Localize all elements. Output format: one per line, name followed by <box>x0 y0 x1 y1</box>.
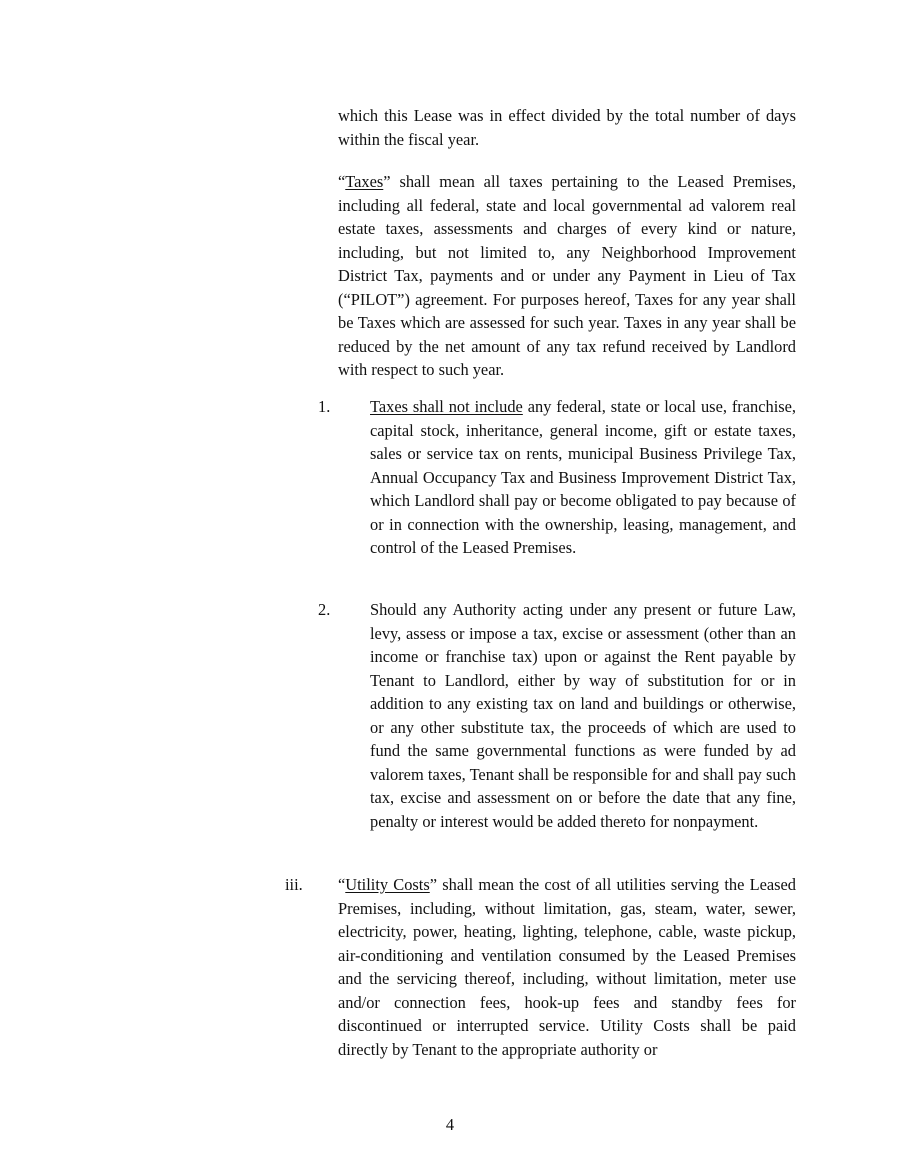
taxes-exclusions-text: any federal, state or local use, franchise, capital stock, inheritance, general income, gift or estate taxes, sales or service tax on rents, municipal Business Privilege Tax, Annual Occupancy Tax and Business Improvement District Tax, which Landlord shall pay or become obligated to pay because of or in connection with the ownership, leasing, management, and control of the Leased Premises. <box>370 397 796 557</box>
paragraph-taxes-definition <box>338 170 796 382</box>
list-marker-2: 2. <box>318 600 331 619</box>
list-item-taxes-exclusions <box>370 395 796 560</box>
list-marker-1: 1. <box>318 397 331 416</box>
open-quote: “ <box>338 875 346 894</box>
defined-term-taxes: Taxes <box>345 172 384 191</box>
taxes-definition-text: ” shall mean all taxes pertaining to the Leased Premises, including all federal, state and local governmental ad valorem real estate taxes, assessments and charges of every kind or nature, including, but not limited to, any Neighborhood Improvement District Tax, payments and or under any Payment in Lieu of Tax (“PILOT”) agreement. For purposes hereof, Taxes for any year shall be Taxes which are assessed for such year. Taxes in any year shall be reduced by the net amount of any tax refund received by Landlord with respect to such year. <box>338 172 796 379</box>
utility-costs-text: ” shall mean the cost of all utilities serving the Leased Premises, including, without limitation, gas, steam, water, sewer, electricity, power, heating, lighting, telephone, cable, waste pickup, air-conditioning and ventilation consumed by the Leased Premises and the servicing thereof, including, without limitation, meter use and/or connection fees, hook-up fees and standby fees for discontinued or interrupted service. Utility Costs shall be paid directly by Tenant to the appropriate authority or <box>338 875 796 1059</box>
list-item-substitute-tax: Should any Authority acting under any present or future Law, levy, assess or impose a tax, excise or assessment (other than an income or franchise tax) upon or against the Rent payable by Tenant to Landlord, either by way of substitution for or in addition to any existing tax on land and buildings or otherwise, or any other substitute tax, the proceeds of which are used to fund the same governmental functions as were funded by ad valorem taxes, Tenant shall be responsible for and shall pay such tax, excise and assessment on or before the date that any fine, penalty or interest would be added thereto for nonpayment. <box>370 600 796 831</box>
page-number: 4 <box>445 1115 455 1134</box>
open-quote: “ <box>338 172 346 191</box>
list-item-utility-costs <box>338 873 796 1061</box>
paragraph-fiscal-year-continuation: which this Lease was in effect divided by the total number of days within the fiscal year. <box>338 106 796 149</box>
defined-term-taxes-shall-not-include: Taxes shall not include <box>370 397 523 416</box>
defined-term-utility-costs: Utility Costs <box>345 875 430 894</box>
list-marker-iii: iii. <box>285 875 303 894</box>
